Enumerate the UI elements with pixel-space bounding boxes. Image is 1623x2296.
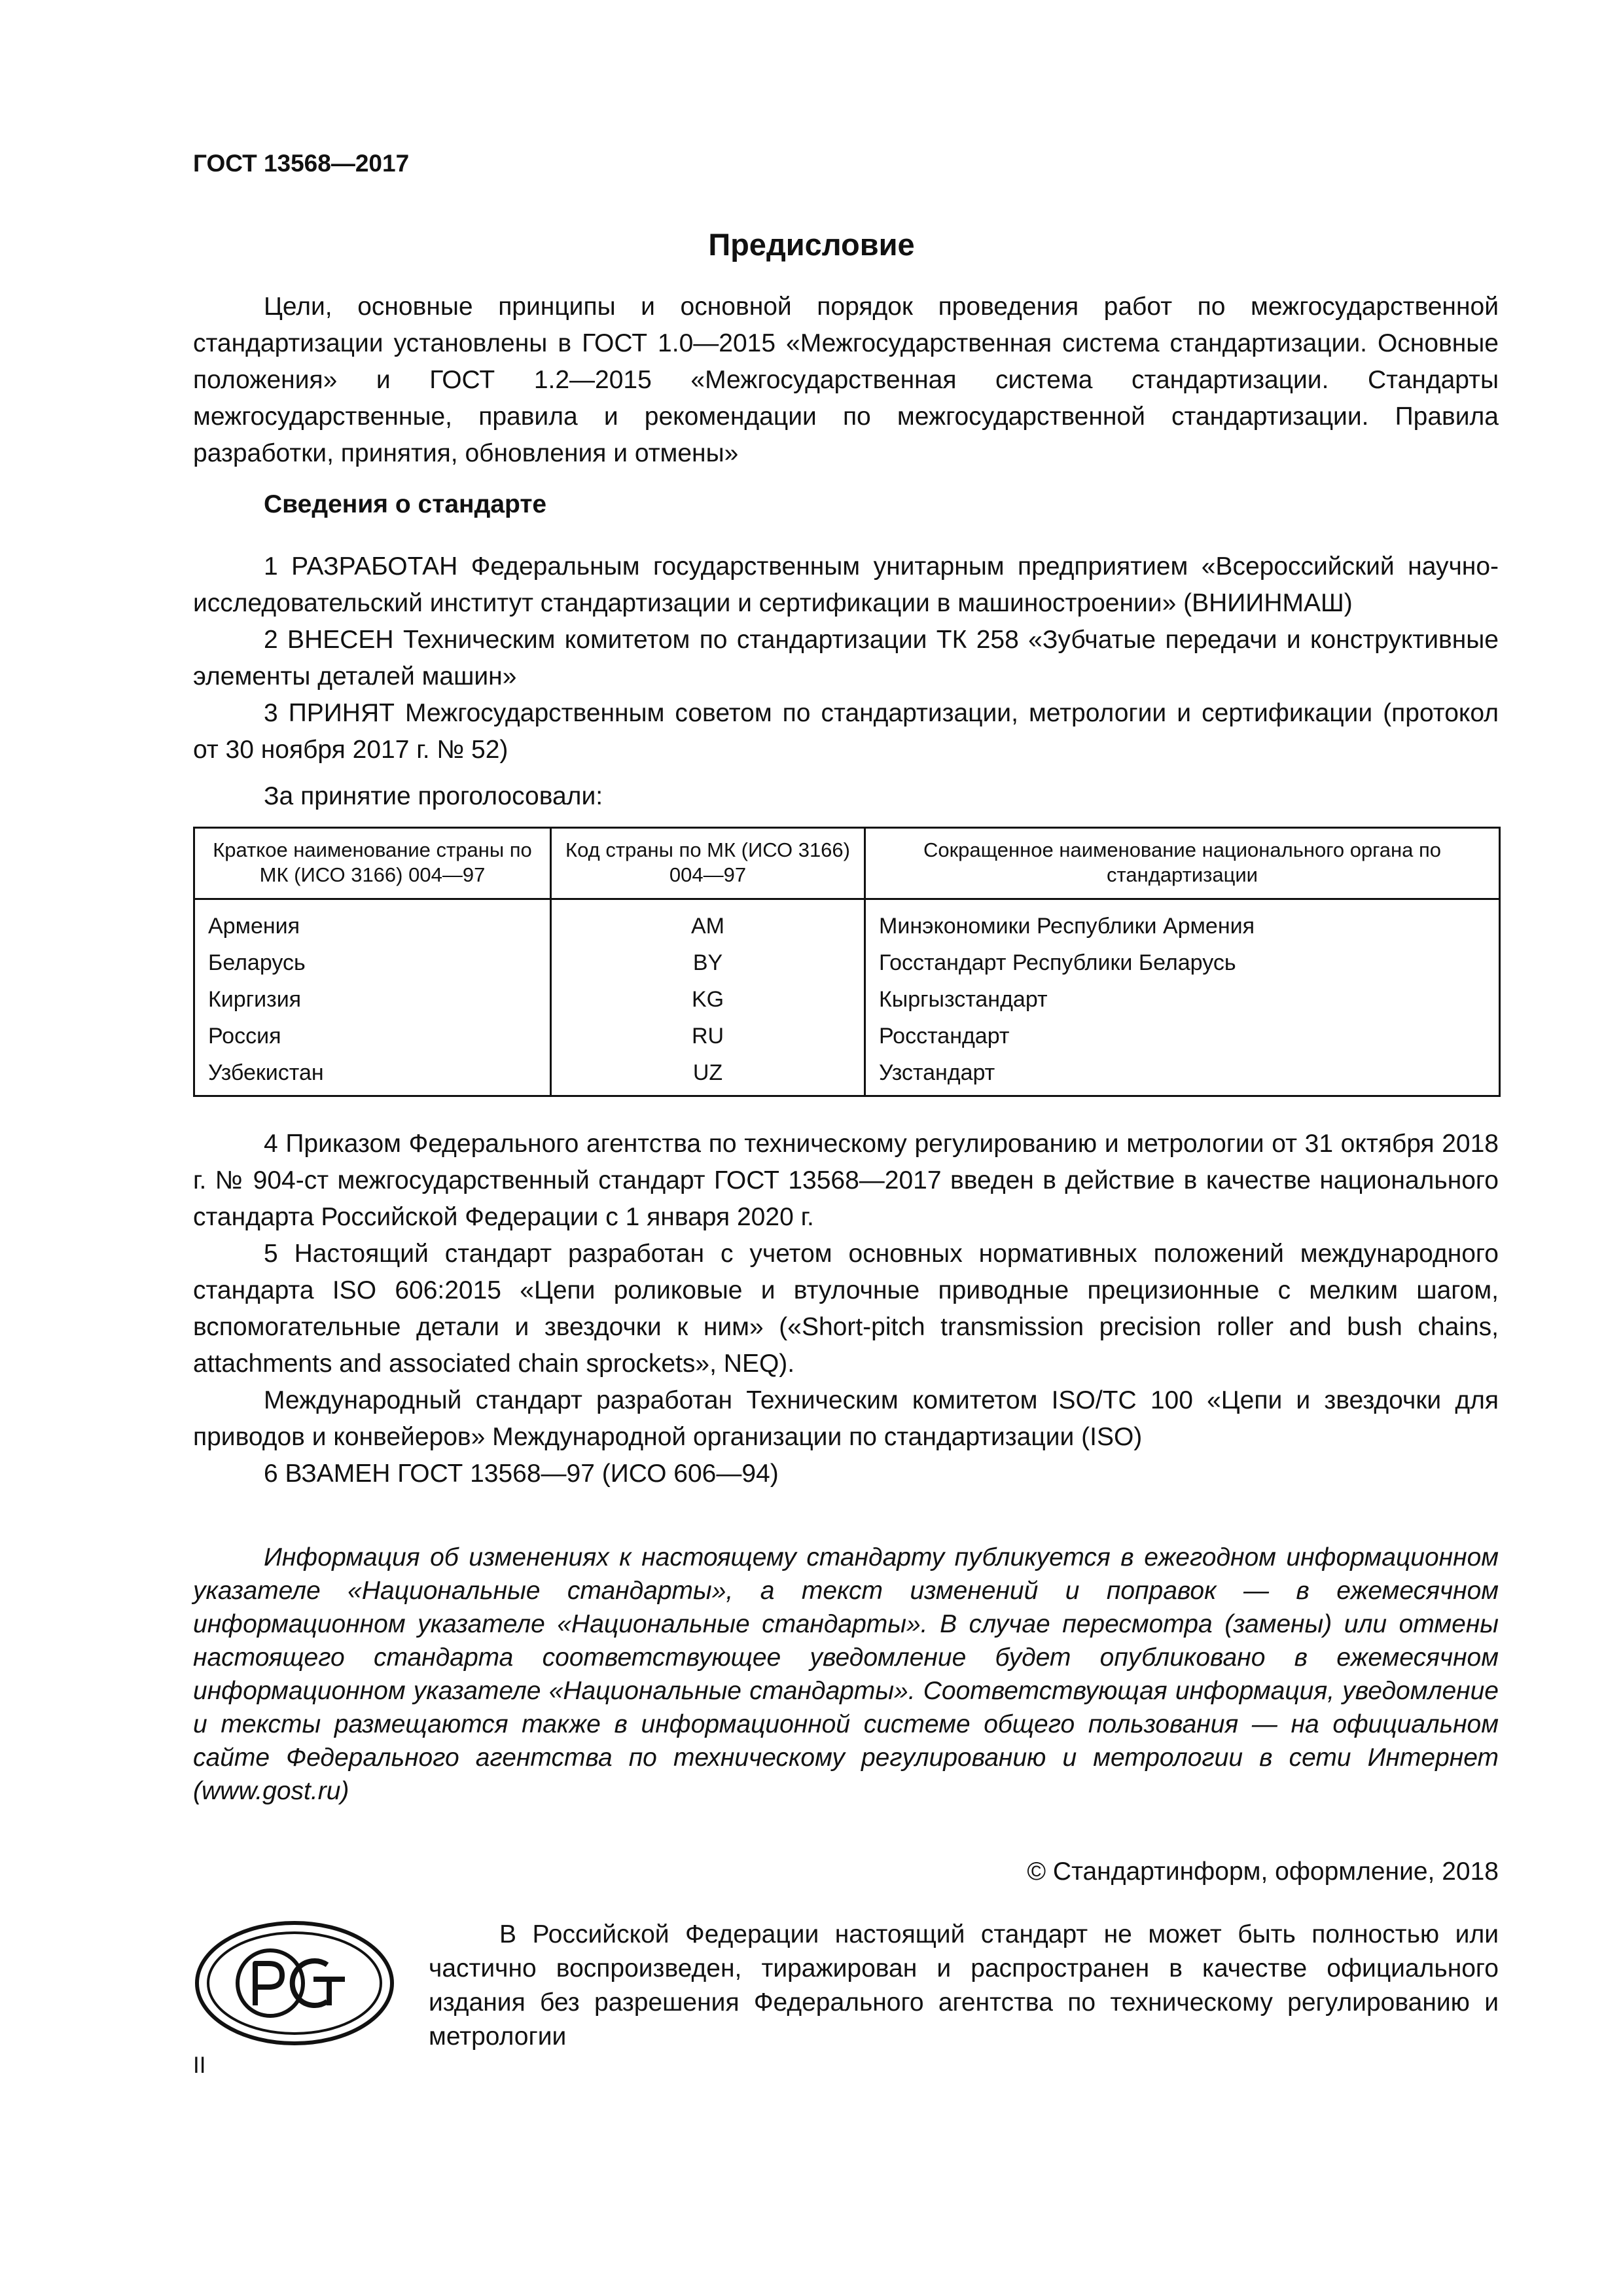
gost-r-certification-mark-icon xyxy=(193,1919,396,2047)
country-cell: Армения xyxy=(194,899,551,945)
changes-notice-text: Информация об изменениях к настоящему стандарту публикуется в ежегодном информационном указателе «Национальные стандарты», а текст изменений и поправок — в ежемесячном информационном указателе «Национальные стандарты». В случае пересмотра (замены) или отмены настоящего стандарта соответствующее уведомление будет опубликовано в ежемесячном информационном указателе «Национальные стандарты». Соответствующая информация, уведомление и тексты размещаются также в информационной системе общего пользования — на официальном сайте Федерального агентства по техническому регулированию и метрологии в сети Интернет (www.gost.ru) xyxy=(193,1543,1499,1805)
code-cell: AM xyxy=(551,899,865,945)
standard-info-list xyxy=(193,548,1499,768)
code-cell: UZ xyxy=(551,1054,865,1096)
code-cell: BY xyxy=(551,944,865,981)
page-title: Предисловие xyxy=(708,227,915,262)
standards-body-cell: Росстандарт xyxy=(865,1018,1500,1054)
table-row xyxy=(194,1054,1500,1096)
document-id-header: ГОСТ 13568—2017 xyxy=(193,150,410,177)
standards-body-cell: Кыргызстандарт xyxy=(865,981,1500,1018)
code-cell: RU xyxy=(551,1018,865,1054)
changes-notice xyxy=(193,1541,1499,1808)
info-item-3: 3 ПРИНЯТ Межгосударственным советом по стандартизации, метрологии и сертификации (протокол от 30 ноября 2017 г. № 52) xyxy=(193,699,1499,764)
info-item-5: 5 Настоящий стандарт разработан с учетом основных нормативных положений международного стандарта ISO 606:2015 «Цепи роликовые и втулочные приводные прецизионные с мелким шагом, вспомогательные детали и звездочки к ним» («Short-pitch transmission precision roller and bush chains, attachments and associated chain sprockets», NEQ). xyxy=(193,1240,1499,1378)
info-item-2: 2 ВНЕСЕН Техническим комитетом по стандартизации ТК 258 «Зубчатые передачи и конструктивные элементы деталей машин» xyxy=(193,626,1499,691)
standards-body-cell: Узстандарт xyxy=(865,1054,1500,1096)
table-row xyxy=(194,944,1500,981)
info-item-1: 1 РАЗРАБОТАН Федеральным государственным унитарным предприятием «Всероссийский научно-исследовательский институт стандартизации и сертификации в машиностроении» (ВНИИНМАШ) xyxy=(193,552,1499,617)
country-cell: Россия xyxy=(194,1018,551,1054)
country-cell: Узбекистан xyxy=(194,1054,551,1096)
column-header-country: Краткое наименование страны по МК (ИСО 3166) 004—97 xyxy=(194,828,551,899)
table-row xyxy=(194,899,1500,945)
reproduction-rights-notice: В Российской Федерации настоящий стандарт не может быть полностью или частично воспроизведен, тиражирован и распространен в качестве официального издания без разрешения Федерального агентства по техническому регулированию и метрологии xyxy=(429,1920,1499,2051)
info-item-5-note: Международный стандарт разработан Техническим комитетом ISO/TC 100 «Цепи и звездочки для приводов и конвейеров» Международной организации по стандартизации (ISO) xyxy=(193,1386,1499,1451)
table-row xyxy=(194,1018,1500,1054)
column-header-code: Код страны по МК (ИСО 3166) 004—97 xyxy=(551,828,865,899)
section-subheading: Сведения о стандарте xyxy=(264,490,547,518)
column-header-body: Сокращенное наименование национального органа по стандартизации xyxy=(865,828,1500,899)
copyright-line: © Стандартинформ, оформление, 2018 xyxy=(1027,1857,1499,1886)
standard-info-continued xyxy=(193,1126,1499,1492)
country-cell: Беларусь xyxy=(194,944,551,981)
vote-label: За принятие проголосовали: xyxy=(264,782,603,810)
code-cell: KG xyxy=(551,981,865,1018)
standards-body-cell: Минэкономики Республики Армения xyxy=(865,899,1500,945)
country-cell: Киргизия xyxy=(194,981,551,1018)
info-item-4: 4 Приказом Федерального агентства по техническому регулированию и метрологии от 31 октября 2018 г. № 904-ст межгосударственный стандарт ГОСТ 13568—2017 введен в действие в качестве национального стандарта Российской Федерации с 1 января 2020 г. xyxy=(193,1130,1499,1231)
standards-body-cell: Госстандарт Республики Беларусь xyxy=(865,944,1500,981)
intro-section xyxy=(193,289,1499,472)
voting-countries-table xyxy=(193,827,1501,1097)
table-row xyxy=(194,981,1500,1018)
intro-paragraph: Цели, основные принципы и основной порядок проведения работ по межгосударственной стандартизации установлены в ГОСТ 1.0—2015 «Межгосударственная система стандартизации. Основные положения» и ГОСТ 1.2—2015 «Межгосударственная система стандартизации. Стандарты межгосударственные, правила и рекомендации по межгосударственной стандартизации. Правила разработки, принятия, обновления и отмены» xyxy=(193,293,1499,467)
table-header-row xyxy=(194,828,1500,899)
info-item-6: 6 ВЗАМЕН ГОСТ 13568—97 (ИСО 606—94) xyxy=(264,1460,779,1488)
page-number: II xyxy=(193,2053,206,2078)
